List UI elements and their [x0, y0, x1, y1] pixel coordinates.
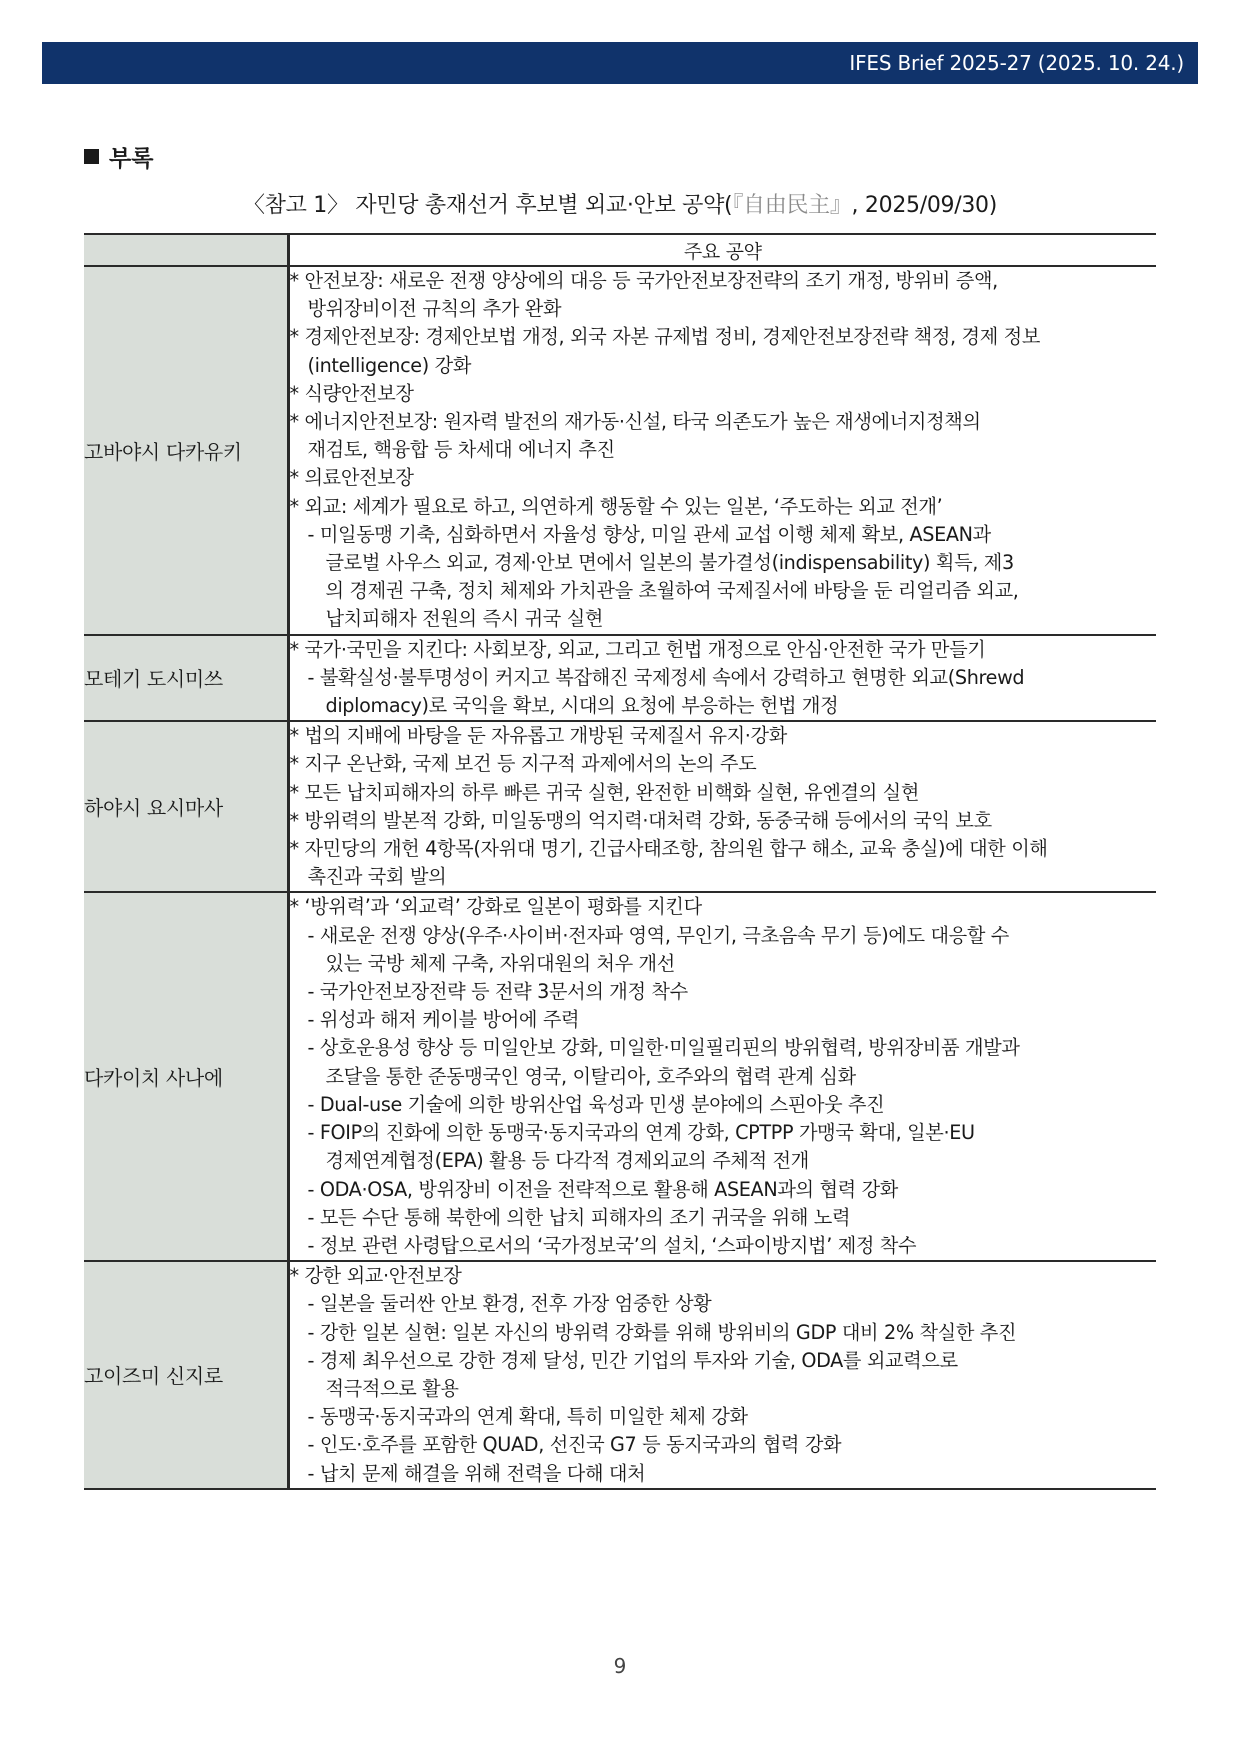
table-row — [84, 635, 1156, 722]
pledge-line: 의 경제권 구축, 정치 체제와 가치관을 초월하여 국제질서에 바탕을 둔 리얼리즘 외교, — [325, 579, 1019, 603]
pledge-line: * 에너지안전보장: 원자력 발전의 재가동·신설, 타국 의존도가 높은 재생에너지정책의 — [289, 410, 981, 434]
pledge-line: - Dual-use 기술에 의한 방위산업 육성과 민생 분야에의 스핀아웃 추진 — [307, 1092, 885, 1116]
header-bar — [42, 42, 1198, 84]
pledge-line: * ‘방위력’과 ‘외교력’ 강화로 일본이 평화를 지킨다 — [289, 895, 702, 919]
pledge-line: - 위성과 해저 케이블 방어에 주력 — [307, 1008, 580, 1032]
square-bullet-icon — [84, 149, 99, 164]
pledge-line: 경제연계협정(EPA) 활용 등 다각적 경제외교의 주체적 전개 — [325, 1149, 809, 1173]
pledge-line: - 정보 관련 사령탑으로서의 ‘국가정보국’의 설치, ‘스파이방지법’ 제정 착수 — [307, 1233, 917, 1257]
header-text: IFES Brief 2025-27 (2025. 10. 24.) — [849, 51, 1184, 75]
pledge-line: * 모든 납치피해자의 하루 빠른 귀국 실현, 완전한 비핵화 실현, 유엔결의 실현 — [289, 780, 920, 804]
pledge-line: - FOIP의 진화에 의한 동맹국·동지국과의 연계 강화, CPTPP 가맹국 확대, 일본·EU — [307, 1121, 975, 1145]
pledge-line: - 일본을 둘러싼 안보 환경, 전후 가장 엄중한 상황 — [307, 1292, 712, 1316]
pledge-line: * 국가·국민을 지킨다: 사회보장, 외교, 그리고 헌법 개정으로 안심·안전한 국가 만들기 — [289, 637, 986, 661]
table-row — [84, 1261, 1156, 1489]
candidate-name: 다카이치 사나에 — [84, 892, 288, 1261]
candidate-name: 모테기 도시미쓰 — [84, 635, 288, 722]
pledge-content — [288, 1261, 1156, 1489]
table-header-row — [84, 234, 1156, 266]
pledge-line: - 새로운 전쟁 양상(우주·사이버·전자파 영역, 무인기, 극초음속 무기 등)에도 대응할 수 — [307, 923, 1009, 947]
pledge-line: 재검토, 핵융합 등 차세대 에너지 추진 — [307, 438, 615, 462]
caption-source: 『自由民主』 — [732, 193, 852, 218]
pledge-line: * 강한 외교·안전보장 — [289, 1264, 462, 1288]
section-title-text: 부록 — [109, 146, 154, 172]
caption-suffix: , 2025/09/30) — [851, 193, 998, 218]
pledge-content — [288, 266, 1156, 635]
pledge-line: * 방위력의 발본적 강화, 미일동맹의 억지력·대처력 강화, 동중국해 등에서의 국익 보호 — [289, 808, 992, 832]
pledge-line: - 모든 수단 통해 북한에 의한 납치 피해자의 조기 귀국을 위해 노력 — [307, 1205, 851, 1229]
candidate-name: 하야시 요시마사 — [84, 721, 288, 892]
page-number: 9 — [613, 1654, 627, 1678]
pledge-line: - 납치 문제 해결을 위해 전력을 다해 대처 — [307, 1461, 646, 1485]
pledge-line: * 의료안전보장 — [289, 466, 414, 490]
header-blank-cell — [84, 234, 288, 266]
pledge-line: - 미일동맹 기축, 심화하면서 자율성 향상, 미일 관세 교섭 이행 체제 확보, ASEAN과 — [307, 522, 991, 546]
pledge-line: diplomacy)로 국익을 확보, 시대의 요청에 부응하는 헌법 개정 — [325, 694, 839, 718]
pledge-line: - ODA·OSA, 방위장비 이전을 전략적으로 활용해 ASEAN과의 협력 강화 — [307, 1177, 898, 1201]
pledge-line: * 자민당의 개헌 4항목(자위대 명기, 긴급사태조항, 참의원 합구 해소, 교육 충실)에 대한 이해 — [289, 837, 1048, 861]
pledge-line: * 경제안전보장: 경제안보법 개정, 외국 자본 규제법 정비, 경제안전보장전략 책정, 경제 정보 — [289, 325, 1041, 349]
pledge-line: - 불확실성·불투명성이 커지고 복잡해진 국제정세 속에서 강력하고 현명한 외교(Shrewd — [307, 665, 1025, 689]
pledges-table — [84, 233, 1156, 1490]
pledge-line: * 안전보장: 새로운 전쟁 양상에의 대응 등 국가안전보장전략의 조기 개정, 방위비 증액, — [289, 269, 998, 292]
section-title — [84, 140, 153, 173]
pledge-line: * 지구 온난화, 국제 보건 등 지구적 과제에서의 논의 주도 — [289, 752, 757, 776]
pledge-line: - 인도·호주를 포함한 QUAD, 선진국 G7 등 동지국과의 협력 강화 — [307, 1433, 842, 1457]
pledge-line: - 강한 일본 실현: 일본 자신의 방위력 강화를 위해 방위비의 GDP 대비 2% 착실한 추진 — [307, 1320, 1017, 1344]
pledge-line: 조달을 통한 준동맹국인 영국, 이탈리아, 호주와의 협력 관계 심화 — [325, 1064, 856, 1088]
candidate-name: 고바야시 다카유키 — [84, 266, 288, 635]
table-caption — [0, 188, 1240, 219]
table-body — [84, 266, 1156, 1489]
caption-prefix: 〈참고 1〉 자민당 총재선거 후보별 외교·안보 공약( — [242, 193, 733, 218]
pledge-content — [288, 635, 1156, 722]
header-pledges-cell: 주요 공약 — [288, 234, 1156, 266]
pledge-line: - 상호운용성 향상 등 미일안보 강화, 미일한·미일필리핀의 방위협력, 방위장비품 개발과 — [307, 1036, 1020, 1060]
pledge-line: 촉진과 국회 발의 — [307, 865, 447, 889]
pledge-line: * 법의 지배에 바탕을 둔 자유롭고 개방된 국제질서 유지·강화 — [289, 724, 787, 748]
pledge-line: 적극적으로 활용 — [325, 1376, 459, 1400]
candidate-name: 고이즈미 신지로 — [84, 1261, 288, 1489]
pledge-content — [288, 892, 1156, 1261]
table-row — [84, 266, 1156, 635]
pledge-line: 글로벌 사우스 외교, 경제·안보 면에서 일본의 불가결성(indispensability) 획득, 제3 — [325, 551, 1014, 575]
pledge-line: 납치피해자 전원의 즉시 귀국 실현 — [325, 607, 604, 631]
table-row — [84, 721, 1156, 892]
table-row — [84, 892, 1156, 1261]
pledge-line: * 식량안전보장 — [289, 381, 414, 405]
pledge-line: 있는 국방 체제 구축, 자위대원의 처우 개선 — [325, 951, 675, 975]
pledge-content — [288, 721, 1156, 892]
pledge-line: * 외교: 세계가 필요로 하고, 의연하게 행동할 수 있는 일본, ‘주도하는 외교 전개’ — [289, 494, 943, 518]
pledge-line: - 국가안전보장전략 등 전략 3문서의 개정 착수 — [307, 980, 688, 1004]
pledge-line: 방위장비이전 규칙의 추가 완화 — [307, 297, 562, 321]
pledge-line: - 경제 최우선으로 강한 경제 달성, 민간 기업의 투자와 기술, ODA를 외교력으로 — [307, 1348, 958, 1372]
pledge-line: - 동맹국·동지국과의 연계 확대, 특히 미일한 체제 강화 — [307, 1405, 748, 1429]
pledge-line: (intelligence) 강화 — [307, 353, 472, 377]
